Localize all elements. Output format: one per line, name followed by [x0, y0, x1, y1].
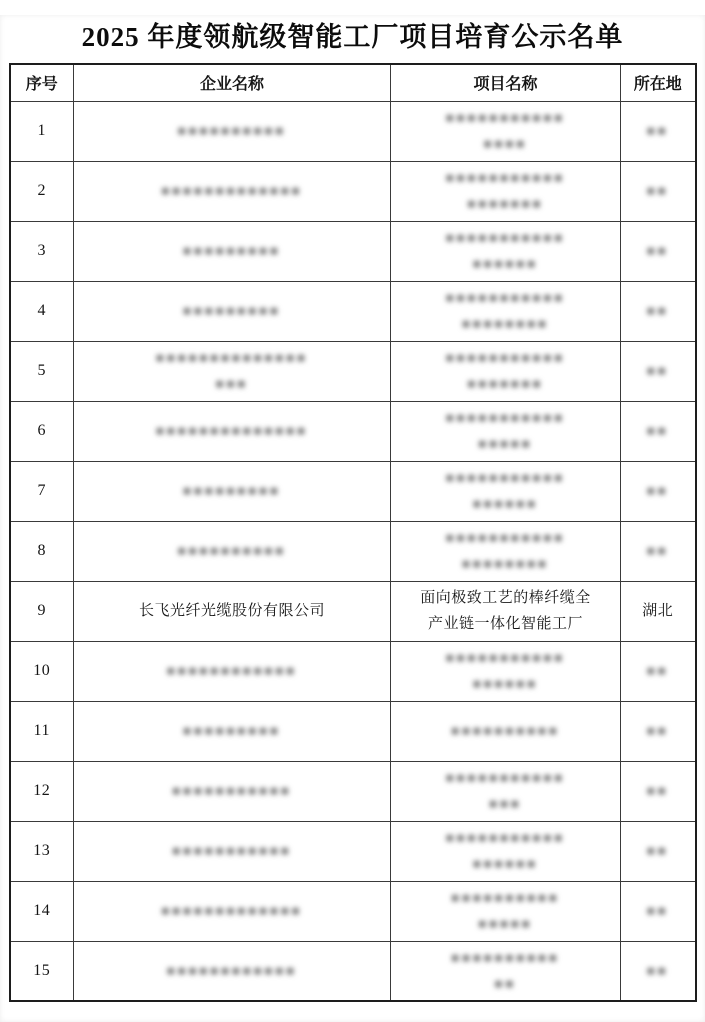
project-cell: ■■■■■■■■■■■ ■■■■	[391, 101, 621, 161]
table-row	[10, 581, 696, 641]
location-cell: ■■	[621, 281, 696, 341]
project-cell: ■■■■■■■■■■	[391, 701, 621, 761]
company-cell: ■■■■■■■■■	[74, 221, 391, 281]
project-cell: ■■■■■■■■■■■ ■■■■■■	[391, 221, 621, 281]
company-cell: ■■■■■■■■■■■■	[74, 941, 391, 1001]
row-number: 11	[10, 701, 74, 761]
location-cell: ■■	[621, 521, 696, 581]
table-row	[10, 341, 696, 401]
project-cell: ■■■■■■■■■■ ■■■■■	[391, 881, 621, 941]
location-cell: ■■	[621, 461, 696, 521]
project-cell: ■■■■■■■■■■■ ■■■■■■	[391, 641, 621, 701]
row-number: 15	[10, 941, 74, 1001]
table-row	[10, 641, 696, 701]
project-cell: ■■■■■■■■■■■ ■■■■■■	[391, 461, 621, 521]
location-cell: ■■	[621, 701, 696, 761]
location-cell: ■■	[621, 941, 696, 1001]
row-number: 13	[10, 821, 74, 881]
row-number: 12	[10, 761, 74, 821]
row-number: 9	[10, 581, 74, 641]
project-cell: ■■■■■■■■■■ ■■	[391, 941, 621, 1001]
location-cell: ■■	[621, 761, 696, 821]
company-cell: ■■■■■■■■■■	[74, 521, 391, 581]
project-cell: 面向极致工艺的棒纤缆全 产业链一体化智能工厂	[391, 581, 621, 641]
row-number: 3	[10, 221, 74, 281]
table-header	[10, 64, 696, 101]
row-number: 4	[10, 281, 74, 341]
row-number: 10	[10, 641, 74, 701]
table-row	[10, 821, 696, 881]
location-cell: ■■	[621, 881, 696, 941]
project-cell: ■■■■■■■■■■■ ■■■■■■■	[391, 341, 621, 401]
table-row	[10, 701, 696, 761]
row-number: 14	[10, 881, 74, 941]
header-row	[10, 64, 696, 101]
table-row	[10, 221, 696, 281]
company-cell: ■■■■■■■■■■■■■	[74, 161, 391, 221]
row-number: 6	[10, 401, 74, 461]
header-project: 项目名称	[391, 64, 621, 101]
smart-factory-table	[9, 63, 697, 1002]
location-cell: ■■	[621, 341, 696, 401]
project-cell: ■■■■■■■■■■■ ■■■■■	[391, 401, 621, 461]
table-row	[10, 881, 696, 941]
table-row	[10, 161, 696, 221]
company-cell: ■■■■■■■■■■■■■	[74, 881, 391, 941]
location-cell: 湖北	[621, 581, 696, 641]
row-number: 1	[10, 101, 74, 161]
row-number: 8	[10, 521, 74, 581]
location-cell: ■■	[621, 161, 696, 221]
company-cell: ■■■■■■■■■	[74, 461, 391, 521]
project-cell: ■■■■■■■■■■■ ■■■■■■■	[391, 161, 621, 221]
location-cell: ■■	[621, 401, 696, 461]
company-cell: ■■■■■■■■■■■	[74, 821, 391, 881]
company-cell: ■■■■■■■■■■■	[74, 761, 391, 821]
table-row	[10, 761, 696, 821]
company-cell: ■■■■■■■■■■	[74, 101, 391, 161]
location-cell: ■■	[621, 221, 696, 281]
location-cell: ■■	[621, 821, 696, 881]
table-row	[10, 461, 696, 521]
project-cell: ■■■■■■■■■■■ ■■■■■■	[391, 821, 621, 881]
table-row	[10, 521, 696, 581]
location-cell: ■■	[621, 101, 696, 161]
row-number: 2	[10, 161, 74, 221]
header-no: 序号	[10, 64, 74, 101]
row-number: 5	[10, 341, 74, 401]
table-row	[10, 941, 696, 1001]
header-company: 企业名称	[74, 64, 391, 101]
company-cell: ■■■■■■■■■■■■■■	[74, 401, 391, 461]
project-cell: ■■■■■■■■■■■ ■■■■■■■■	[391, 281, 621, 341]
company-cell: ■■■■■■■■■	[74, 701, 391, 761]
company-cell: ■■■■■■■■■■■■■■ ■■■	[74, 341, 391, 401]
table-body	[10, 101, 696, 1001]
location-cell: ■■	[621, 641, 696, 701]
table-row	[10, 281, 696, 341]
table-row	[10, 401, 696, 461]
table-row	[10, 101, 696, 161]
header-location: 所在地	[621, 64, 696, 101]
company-cell: ■■■■■■■■■	[74, 281, 391, 341]
page-title: 2025 年度领航级智能工厂项目培育公示名单	[81, 22, 624, 52]
company-cell: ■■■■■■■■■■■■	[74, 641, 391, 701]
project-cell: ■■■■■■■■■■■ ■■■	[391, 761, 621, 821]
project-cell: ■■■■■■■■■■■ ■■■■■■■■	[391, 521, 621, 581]
row-number: 7	[10, 461, 74, 521]
company-cell: 长飞光纤光缆股份有限公司	[74, 581, 391, 641]
